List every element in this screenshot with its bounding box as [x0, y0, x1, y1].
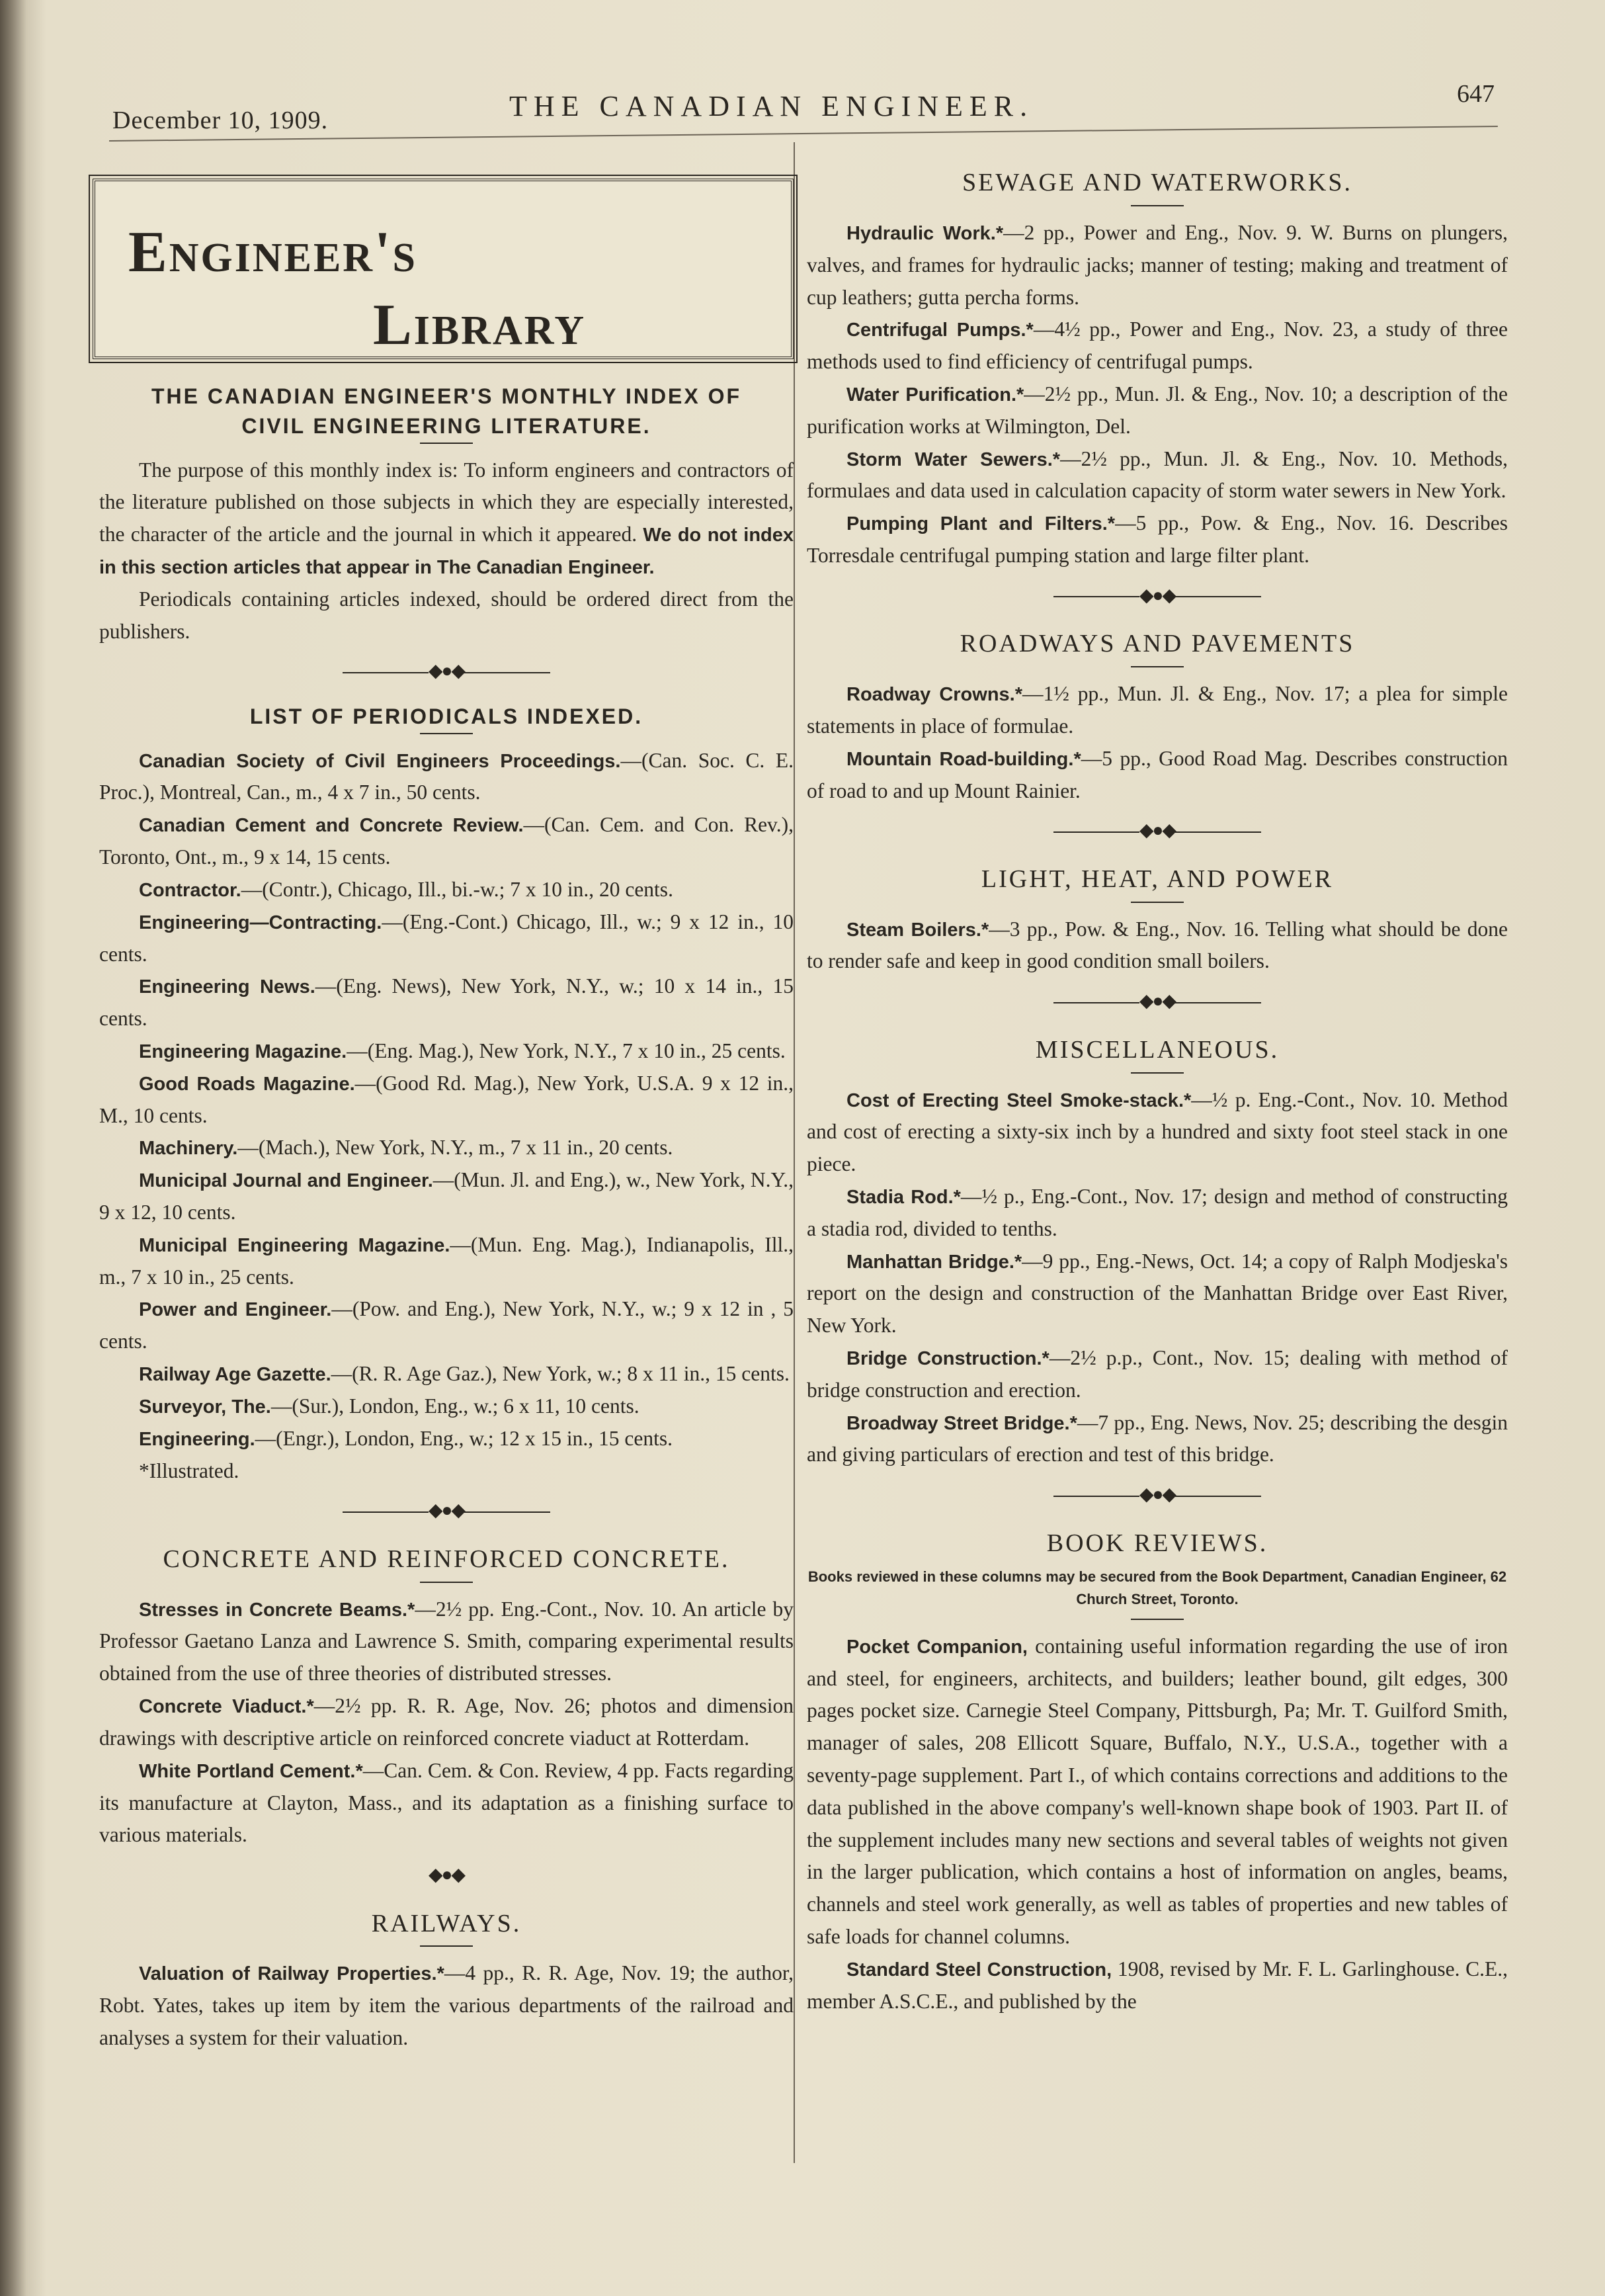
- ornament-divider: ◆●◆: [807, 1480, 1508, 1509]
- entry-text: 1908, revised by Mr. F. L. Garlinghouse. C.E., member A.S.C.E., and published by the: [807, 1957, 1508, 2013]
- entry-text: —9 pp., Eng.-News, Oct. 14; a copy of Ralph Modjeska's report on the design and construction of the Manhattan Bridge over East River, New York.: [807, 1249, 1508, 1338]
- entry-text: —(Can. Cem. and Con. Rev.), Toronto, Ont., m., 9 x 14, 15 cents.: [99, 813, 794, 869]
- index-entry: [807, 1631, 1508, 1953]
- index-entry: [99, 1594, 794, 1690]
- index-entry: [807, 443, 1508, 508]
- entry-text: —(Sur.), London, Eng., w.; 6 x 11, 10 cents.: [270, 1394, 639, 1418]
- index-entry: [99, 906, 794, 971]
- entry-title: Valuation of Railway Properties.*: [139, 1963, 444, 1985]
- entry-title: Cost of Erecting Steel Smoke-stack.*: [846, 1089, 1192, 1111]
- entry-title: Canadian Society of Civil Engineers Proceedings.: [139, 750, 621, 772]
- index-entry: [807, 914, 1508, 978]
- entry-text: —2½ pp. Eng.-Cont., Nov. 10. An article by Professor Gaetano Lanza and Lawrence S. Smith, comparing experimental results obtained from the use of three theories of distributed stresses.: [99, 1597, 794, 1685]
- ornament-divider: ◆●◆: [99, 1496, 794, 1525]
- purpose-text: The purpose of this monthly index is: To inform engineers and contractors of the literature published on those subjects in which they are especially interested, the character of the article and the journal in which it appeared.: [99, 458, 794, 546]
- index-entry: [807, 507, 1508, 572]
- entry-title: Municipal Journal and Engineer.: [139, 1170, 433, 1192]
- section-title-books: BOOK REVIEWS.: [1046, 1529, 1268, 1557]
- section-title-sewage: SEWAGE AND WATERWORKS.: [962, 169, 1352, 196]
- left-column: [99, 165, 794, 2055]
- section-title-misc: MISCELLANEOUS.: [1035, 1035, 1280, 1064]
- book-dept-note: Books reviewed in these columns may be secured from the Book Department, Canadian Engineer, 62 Church Street, Toronto.: [807, 1568, 1507, 1607]
- entry-text: —2½ pp. R. R. Age, Nov. 26; photos and dimension drawings with descriptive article on reinforced concrete viaduct at Rotterdam.: [99, 1694, 794, 1750]
- masthead-box: [93, 179, 794, 359]
- entry-title: Manhattan Bridge.*: [846, 1251, 1022, 1273]
- page-number: 647: [1457, 80, 1495, 108]
- issue-date: December 10, 1909.: [112, 106, 329, 134]
- index-entry: [99, 1068, 794, 1132]
- entry-text: —7 pp., Eng. News, Nov. 25; describing the desgin and giving particulars of erection and test of this bridge.: [807, 1410, 1508, 1467]
- concrete-entries: [99, 1594, 794, 1852]
- index-entry: [99, 1035, 794, 1068]
- entry-text: —(R. R. Age Gaz.), New York, w.; 8 x 11 in., 15 cents.: [331, 1362, 790, 1386]
- entry-title: Stresses in Concrete Beams.*: [139, 1599, 415, 1621]
- entry-title: Centrifugal Pumps.*: [846, 319, 1034, 341]
- entry-text: —(Eng. News), New York, N.Y., w.; 10 x 14 in., 15 cents.: [99, 974, 794, 1031]
- purpose-bold-text: We do not index in this section articles that appear in The Canadian Engineer.: [99, 525, 794, 579]
- index-title-line2: CIVIL ENGINEERING LITERATURE.: [241, 413, 651, 438]
- entry-text: —2½ pp., Mun. Jl. & Eng., Nov. 10; a description of the purification works at Wilmington, Del.: [807, 382, 1508, 438]
- index-entry: [807, 217, 1508, 314]
- divider: [1131, 1072, 1184, 1074]
- entry-title: Broadway Street Bridge.*: [846, 1412, 1077, 1434]
- entry-text: —Can. Cem. & Con. Review, 4 pp. Facts regarding its manufacture at Clayton, Mass., and its adaptation as a finishing surface to various materials.: [99, 1758, 794, 1847]
- index-entry: [807, 1953, 1508, 2018]
- entry-title: Canadian Cement and Concrete Review.: [139, 815, 524, 837]
- entry-text: —2 pp., Power and Eng., Nov. 9. W. Burns on plungers, valves, and frames for hydraulic jacks; manner of testing; making and treatment of cup leathers; gutta percha forms.: [807, 220, 1508, 309]
- entry-text: —(Engr.), London, Eng., w.; 12 x 15 in., 15 cents.: [255, 1426, 673, 1450]
- entry-text: —(Mun. Jl. and Eng.), w., New York, N.Y., 9 x 12, 10 cents.: [99, 1168, 794, 1224]
- illustrated-note: *Illustrated.: [139, 1459, 239, 1482]
- index-entry: [99, 809, 794, 874]
- index-entry: [807, 743, 1508, 808]
- index-entry: [807, 1342, 1508, 1407]
- entry-title: Surveyor, The.: [139, 1396, 271, 1418]
- entry-title: Mountain Road-building.*: [846, 748, 1081, 770]
- index-entry: [99, 874, 794, 906]
- index-entry: [99, 745, 794, 810]
- entry-text: —½ p., Eng.-Cont., Nov. 17; design and method of constructing a stadia rod, divided to tenths.: [807, 1184, 1508, 1240]
- index-entry: [99, 1390, 794, 1423]
- index-entry: [99, 1755, 794, 1851]
- book-review-entries: [807, 1631, 1508, 2018]
- ornament-divider: ◆●◆: [807, 581, 1508, 610]
- entry-title: Hydraulic Work.*: [846, 222, 1004, 244]
- entry-title: Pocket Companion,: [846, 1636, 1028, 1658]
- entry-text: —(Eng.-Cont.) Chicago, Ill., w.; 9 x 12 in., 10 cents.: [99, 910, 794, 966]
- divider: [420, 1582, 473, 1583]
- entry-text: —(Good Rd. Mag.), New York, U.S.A. 9 x 12 in., M., 10 cents.: [99, 1071, 794, 1127]
- entry-text: —3 pp., Pow. & Eng., Nov. 16. Telling what should be done to render safe and keep in good condition small boilers.: [807, 917, 1508, 973]
- entry-text: —(Mun. Eng. Mag.), Indianapolis, Ill., m., 7 x 10 in., 25 cents.: [99, 1232, 794, 1289]
- index-entry: [99, 1358, 794, 1390]
- entry-title: Stadia Rod.*: [846, 1186, 961, 1208]
- entry-title: Engineering—Contracting.: [139, 912, 382, 933]
- index-title-line1: THE CANADIAN ENGINEER'S MONTHLY INDEX OF: [151, 384, 742, 408]
- divider: [1131, 902, 1184, 903]
- index-entry: [99, 1132, 794, 1164]
- entry-title: Contractor.: [139, 879, 241, 901]
- divider: [1131, 666, 1184, 667]
- divider: [1131, 205, 1184, 206]
- entry-text: —4½ pp., Power and Eng., Nov. 23, a study of three methods used to find efficiency of centrifugal pumps.: [807, 318, 1508, 374]
- entry-text: —4 pp., R. R. Age, Nov. 19; the author, Robt. Yates, takes up item by item the various departments of the railroad and analyses a system for their valuation.: [99, 1961, 794, 2050]
- entry-text: —5 pp., Good Road Mag. Describes construction of road to and up Mount Rainier.: [807, 746, 1508, 802]
- entry-title: Water Purification.*: [846, 384, 1024, 405]
- entry-text: —(Contr.), Chicago, Ill., bi.-w.; 7 x 10 in., 20 cents.: [241, 877, 673, 901]
- masthead-line1: Engineer's: [128, 220, 418, 284]
- entry-text: —(Pow. and Eng.), New York, N.Y., w.; 9 x 12 in , 5 cents.: [99, 1297, 794, 1353]
- index-entry: [807, 1084, 1508, 1181]
- index-entry: [99, 1293, 794, 1358]
- index-entry: [99, 1690, 794, 1755]
- index-order-note: Periodicals containing articles indexed, should be ordered direct from the publishers.: [99, 587, 794, 643]
- entry-title: Concrete Viaduct.*: [139, 1696, 314, 1718]
- entry-title: Engineering News.: [139, 976, 315, 998]
- periodicals-list: [99, 745, 794, 1455]
- entry-text: —(Eng. Mag.), New York, N.Y., 7 x 10 in., 25 cents.: [347, 1039, 786, 1062]
- entry-title: Railway Age Gazette.: [139, 1364, 331, 1386]
- entry-title: Municipal Engineering Magazine.: [139, 1234, 450, 1256]
- index-entry: [807, 378, 1508, 443]
- entry-title: Engineering.: [139, 1428, 255, 1450]
- entry-title: Power and Engineer.: [139, 1299, 332, 1321]
- entry-text: —2½ pp., Mun. Jl. & Eng., Nov. 10. Methods, formulaes and data used in calculation capacity of storm water sewers in New York.: [807, 446, 1508, 503]
- entry-text: —1½ pp., Mun. Jl. & Eng., Nov. 17; a plea for simple statements in place of formulae.: [807, 682, 1508, 738]
- ornament-divider: ◆●◆: [99, 657, 794, 685]
- entry-title: White Portland Cement.*: [139, 1760, 363, 1782]
- ornament-divider: ◆●◆: [807, 987, 1508, 1015]
- divider: [420, 733, 473, 734]
- index-entry: [99, 1164, 794, 1229]
- index-entry: [807, 1246, 1508, 1342]
- divider: [420, 443, 473, 444]
- entry-title: Roadway Crowns.*: [846, 684, 1023, 706]
- masthead-line2: Library: [373, 293, 587, 357]
- entry-title: Pumping Plant and Filters.*: [846, 513, 1116, 535]
- entry-text: containing useful information regarding the use of iron and steel, for engineers, architects, and builders; leather bound, gilt edges, 300 pages pocket size. Carnegie Steel Company, Pittsburgh, Pa; Mr. T. Guilford Smith, manager of sales, 208 Ellicott Square, Buffalo, N.Y., U.S.A., together with a seventy-page supplement. Part I., of which contains corrections and additions to the data published in the above company's well-known shape book of 1903. Part II. of the supplement includes many new sections and several tables of weights not given in the larger publication, which contains a host of information on angles, beams, channels and steel work generally, as well as tables of properties and new tables of safe loads for channel columns.: [807, 1634, 1508, 1949]
- entry-text: —½ p. Eng.-Cont., Nov. 10. Method and cost of erecting a sixty-six inch by a hundred and sixty foot steel stack in one piece.: [807, 1087, 1508, 1176]
- divider: [420, 1945, 473, 1947]
- ornament-divider: ◆●◆: [429, 1865, 464, 1886]
- entry-title: Standard Steel Construction,: [846, 1959, 1112, 1980]
- journal-title: THE CANADIAN ENGINEER.: [509, 90, 1034, 122]
- entry-title: Bridge Construction.*: [846, 1348, 1049, 1370]
- entry-title: Storm Water Sewers.*: [846, 448, 1061, 470]
- index-entry: [99, 1229, 794, 1294]
- index-title: [99, 382, 794, 441]
- column-divider: [794, 142, 795, 2163]
- light-entries: [807, 914, 1508, 978]
- railways-entries: [99, 1957, 794, 2054]
- entry-title: Good Roads Magazine.: [139, 1073, 355, 1095]
- right-column: [807, 149, 1508, 2018]
- section-title-roadways: ROADWAYS AND PAVEMENTS: [960, 630, 1355, 658]
- divider: [1131, 1619, 1184, 1620]
- index-entry: [99, 1957, 794, 2054]
- entry-title: Steam Boilers.*: [846, 919, 989, 941]
- index-entry: [807, 1407, 1508, 1472]
- index-entry: [807, 1181, 1508, 1246]
- entry-text: —2½ p.p., Cont., Nov. 15; dealing with method of bridge construction and erection.: [807, 1346, 1508, 1402]
- section-title-railways: RAILWAYS.: [371, 1909, 522, 1937]
- page-header: [112, 79, 1495, 139]
- index-entry: [807, 678, 1508, 743]
- sewage-entries: [807, 217, 1508, 572]
- entry-text: —(Mach.), New York, N.Y., m., 7 x 11 in., 20 cents.: [237, 1136, 673, 1160]
- section-title-light: LIGHT, HEAT, AND POWER: [981, 865, 1334, 893]
- misc-entries: [807, 1084, 1508, 1472]
- entry-title: Engineering Magazine.: [139, 1041, 347, 1062]
- entry-title: Machinery.: [139, 1138, 238, 1160]
- section-title-concrete: CONCRETE AND REINFORCED CONCRETE.: [163, 1545, 730, 1573]
- index-entry: [99, 970, 794, 1035]
- entry-text: —(Can. Soc. C. E. Proc.), Montreal, Can., m., 4 x 7 in., 50 cents.: [99, 748, 794, 804]
- ornament-divider: ◆●◆: [807, 816, 1508, 845]
- index-entry: [807, 314, 1508, 378]
- index-purpose: [99, 454, 794, 583]
- entry-text: —5 pp., Pow. & Eng., Nov. 16. Describes Torresdale centrifugal pumping station and large filter plant.: [807, 511, 1508, 568]
- periodicals-title: LIST OF PERIODICALS INDEXED.: [249, 704, 643, 728]
- roadways-entries: [807, 678, 1508, 807]
- index-entry: [99, 1423, 794, 1455]
